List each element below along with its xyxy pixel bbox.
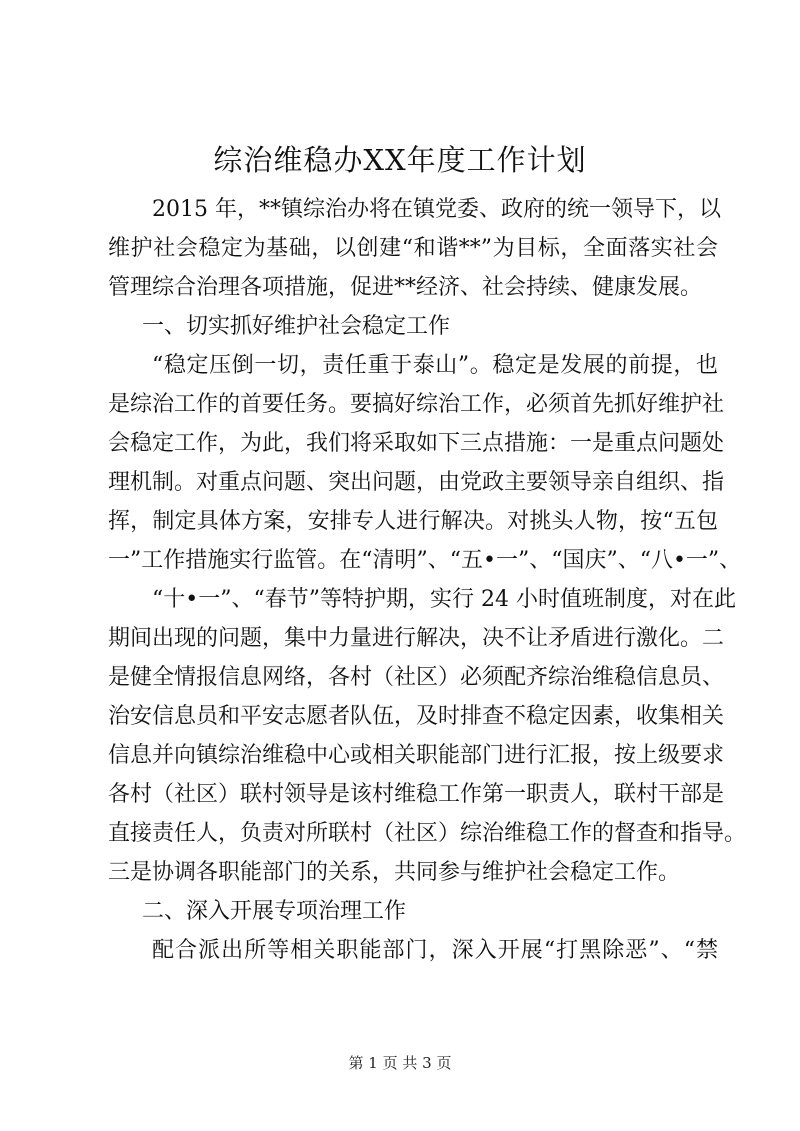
- document-title: 综治维稳办XX年度工作计划: [213, 143, 587, 177]
- para1-line-9: 是健全情报信息网络，各村（社区）必须配齐综治维稳信息员、: [108, 665, 725, 690]
- section-heading-2: 二、深入开展专项治理工作: [142, 899, 407, 924]
- para1-line-6: 一”工作措施实行监管。在“清明”、“五•一”、“国庆”、“八•一”、: [108, 548, 742, 573]
- para1-line-3: 会稳定工作，为此，我们将采取如下三点措施：一是重点问题处: [108, 431, 725, 456]
- document-body: [108, 190, 747, 970]
- para1-line-12: 各村（社区）联村领导是该村维稳工作第一职责人，联村干部是: [108, 782, 725, 807]
- para1-line-10: 治安信息员和平安志愿者队伍，及时排查不稳定因素，收集相关: [108, 704, 725, 729]
- para1-line-7: “十•一”、“春节”等特护期，实行 24 小时值班制度，对在此: [152, 587, 736, 612]
- section-heading-1: 一、切实抓好维护社会稳定工作: [142, 314, 451, 339]
- para1-line-4: 理机制。对重点问题、突出问题，由党政主要领导亲自组织、指: [108, 470, 725, 495]
- intro-line-3: 管理综合治理各项措施，促进**经济、社会持续、健康发展。: [108, 275, 703, 300]
- intro-line-1: 2015 年，**镇综治办将在镇党委、政府的统一领导下，以: [152, 197, 721, 222]
- para1-line-5: 挥，制定具体方案，安排专人进行解决。对挑头人物，按“五包: [108, 509, 718, 534]
- page-footer: 第 1 页 共 3 页: [348, 1054, 452, 1072]
- para2-line-1: 配合派出所等相关职能部门，深入开展“打黑除恶”、“禁: [152, 938, 718, 963]
- para1-line-11: 信息并向镇综治维稳中心或相关职能部门进行汇报，按上级要求: [108, 743, 725, 768]
- para1-line-14: 三是协调各职能部门的关系，共同参与维护社会稳定工作。: [108, 860, 681, 885]
- intro-line-2: 维护社会稳定为基础，以创建“和谐**”为目标，全面落实社会: [108, 236, 718, 261]
- para1-line-2: 是综治工作的首要任务。要搞好综治工作，必须首先抓好维护社: [108, 392, 725, 417]
- para1-line-8: 期间出现的问题，集中力量进行解决，决不让矛盾进行激化。二: [108, 626, 725, 651]
- para1-line-13: 直接责任人，负责对所联村（社区）综治维稳工作的督查和指导。: [108, 821, 747, 846]
- para1-line-1: “稳定压倒一切，责任重于泰山”。稳定是发展的前提，也: [152, 353, 718, 378]
